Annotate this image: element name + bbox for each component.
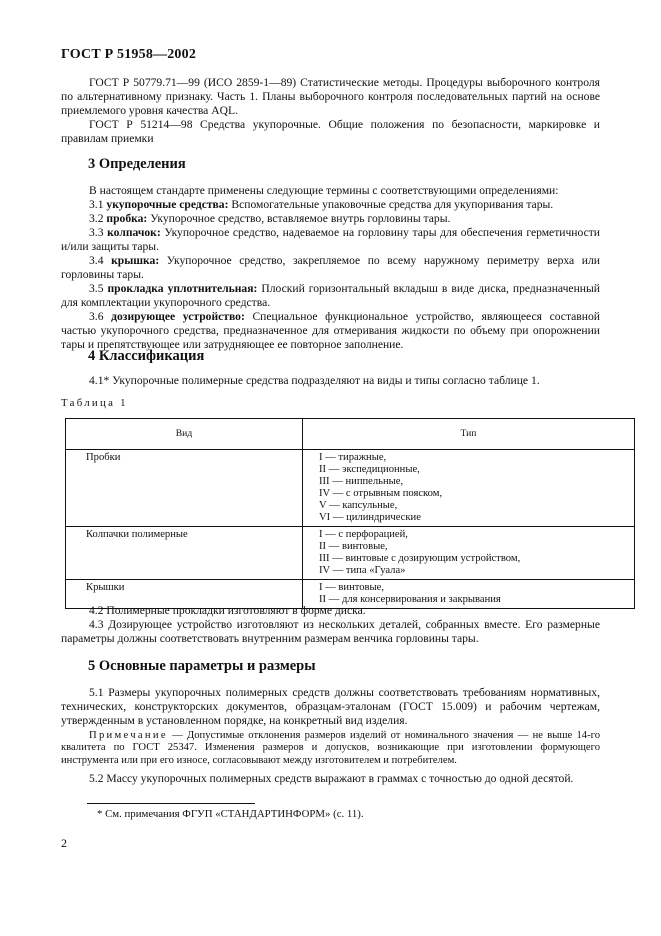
definition-item xyxy=(61,212,600,226)
paragraph: 5.2 Массу укупорочных полимерных средств выражают в граммах с точностью до одной десятой. xyxy=(89,772,574,785)
table-cell-kind: Колпачки полимерные xyxy=(66,527,303,580)
table-cell-types xyxy=(303,450,635,527)
paragraph: В настоящем стандарте применены следующие термины с соответствующими определениями: xyxy=(89,184,559,197)
definition-item xyxy=(61,310,600,353)
definition-item xyxy=(61,282,600,310)
definition-item xyxy=(61,254,600,282)
definition-item xyxy=(61,198,600,212)
definition-term: крышка: xyxy=(111,254,160,267)
type-line: II — винтовые, xyxy=(319,541,388,552)
definition-term: дозирующее устройство: xyxy=(111,310,245,323)
table-header-cell: Вид xyxy=(66,419,303,450)
paragraph: 4.1* Укупорочные полимерные средства подразделяют на виды и типы согласно таблице 1. xyxy=(89,374,540,387)
definition-text: Укупорочное средство, закрепляемое по всему наружному периметру верха или горловины тары. xyxy=(61,254,600,282)
type-line: IV — с отрывным пояском, xyxy=(319,488,443,499)
section-heading: 4 Классификация xyxy=(88,348,205,364)
footnote: * См. примечания ФГУП «СТАНДАРТИНФОРМ» (с. 11). xyxy=(97,808,364,820)
definition-term: прокладка уплотнительная: xyxy=(107,282,258,295)
definition-text: Вспомогательные упаковочные средства для укупоривания тары. xyxy=(231,198,554,211)
definition-text: Плоский горизонтальный вкладыш в виде диска, предназначенный для комплектации укупорочного средства. xyxy=(61,282,600,310)
definition-item xyxy=(61,226,600,254)
paragraph: 5.1 Размеры укупорочных полимерных средств должны соответствовать требованиям нормативных, технических, конструкторских документов, образцам-эталонам (ГОСТ 15.009) и рабочим чертежам, утвержденным в установленном порядке, на конкретный вид изделия. xyxy=(61,686,600,728)
definition-term: колпачок: xyxy=(107,226,161,239)
definition-number: 3.2 xyxy=(89,212,104,225)
document-header: ГОСТ Р 51958—2002 xyxy=(61,47,197,62)
type-line: II — для консервирования и закрывания xyxy=(319,594,501,605)
type-line: V — капсульные, xyxy=(319,500,398,511)
definition-number: 3.4 xyxy=(89,254,104,267)
definition-term: укупорочные средства: xyxy=(106,198,229,211)
page-number: 2 xyxy=(61,836,67,850)
section-heading: 5 Основные параметры и размеры xyxy=(88,658,316,674)
type-line: I — винтовые, xyxy=(319,582,385,593)
definition-text: Специальное функциональное устройство, являющееся составной частью укупорочного средства, предназначенное для отмеривания жидкости по объему при опорожнении тары и препятствующее или затрудняющее ее повторное заполнение. xyxy=(61,310,600,352)
note-text: — Допустимые отклонения размеров изделий от номинального значения — не выше 14-го квалитета по ГОСТ 25347. Изменения размеров и допусков, возникающие при изготовлении формующего инструмента или при его износе, согласовывают между изготовителем и потребителем. xyxy=(61,730,600,766)
definition-number: 3.5 xyxy=(89,282,104,295)
reference-item: ГОСТ Р 51214—98 Средства укупорочные. Общие положения по безопасности, маркировке и правилам приемки xyxy=(61,118,600,146)
definition-number: 3.3 xyxy=(89,226,104,239)
classification-table xyxy=(65,418,635,609)
type-line: I — с перфорацией, xyxy=(319,529,408,540)
table-row xyxy=(66,527,635,580)
table-cell-kind: Пробки xyxy=(66,450,303,527)
type-line: I — тиражные, xyxy=(319,452,387,463)
paragraph: 4.2 Полимерные прокладки изготовляют в форме диска. xyxy=(89,604,366,617)
type-line: III — ниппельные, xyxy=(319,476,404,487)
table-header-cell: Тип xyxy=(303,419,635,450)
table-row xyxy=(66,450,635,527)
type-line: II — экспедиционные, xyxy=(319,464,420,475)
type-line: VI — цилиндрические xyxy=(319,512,421,523)
definition-number: 3.6 xyxy=(89,310,104,323)
table-cell-types xyxy=(303,527,635,580)
type-line: IV — типа «Гуала» xyxy=(319,565,406,576)
reference-item: ГОСТ Р 50779.71—99 (ИСО 2859-1—89) Статистические методы. Процедуры выборочного контроля по альтернативному признаку. Часть 1. Планы выборочного контроля последовательных партий на основе приемлемого уровня качества AQL. xyxy=(61,76,600,118)
definition-text: Укупорочное средство, надеваемое на горловину тары для обеспечения герметичности и/или защиты тары. xyxy=(61,226,601,254)
section-heading: 3 Определения xyxy=(88,156,186,172)
type-line: III — винтовые с дозирующим устройством, xyxy=(319,553,521,564)
table-cell-kind: Крышки xyxy=(66,580,303,609)
note xyxy=(61,730,600,767)
table-caption: Таблица 1 xyxy=(61,397,128,409)
definition-term: пробка: xyxy=(106,212,148,225)
definition-text: Укупорочное средство, вставляемое внутрь горловины тары. xyxy=(150,212,451,225)
note-label: Примечание xyxy=(89,730,168,741)
paragraph: 4.3 Дозирующее устройство изготовляют из нескольких деталей, собранных вместе. Его размерные параметры должны соответствовать внутренним размерам венчика горловины тары. xyxy=(61,618,600,646)
definition-number: 3.1 xyxy=(89,198,104,211)
footnote-divider xyxy=(87,803,255,804)
